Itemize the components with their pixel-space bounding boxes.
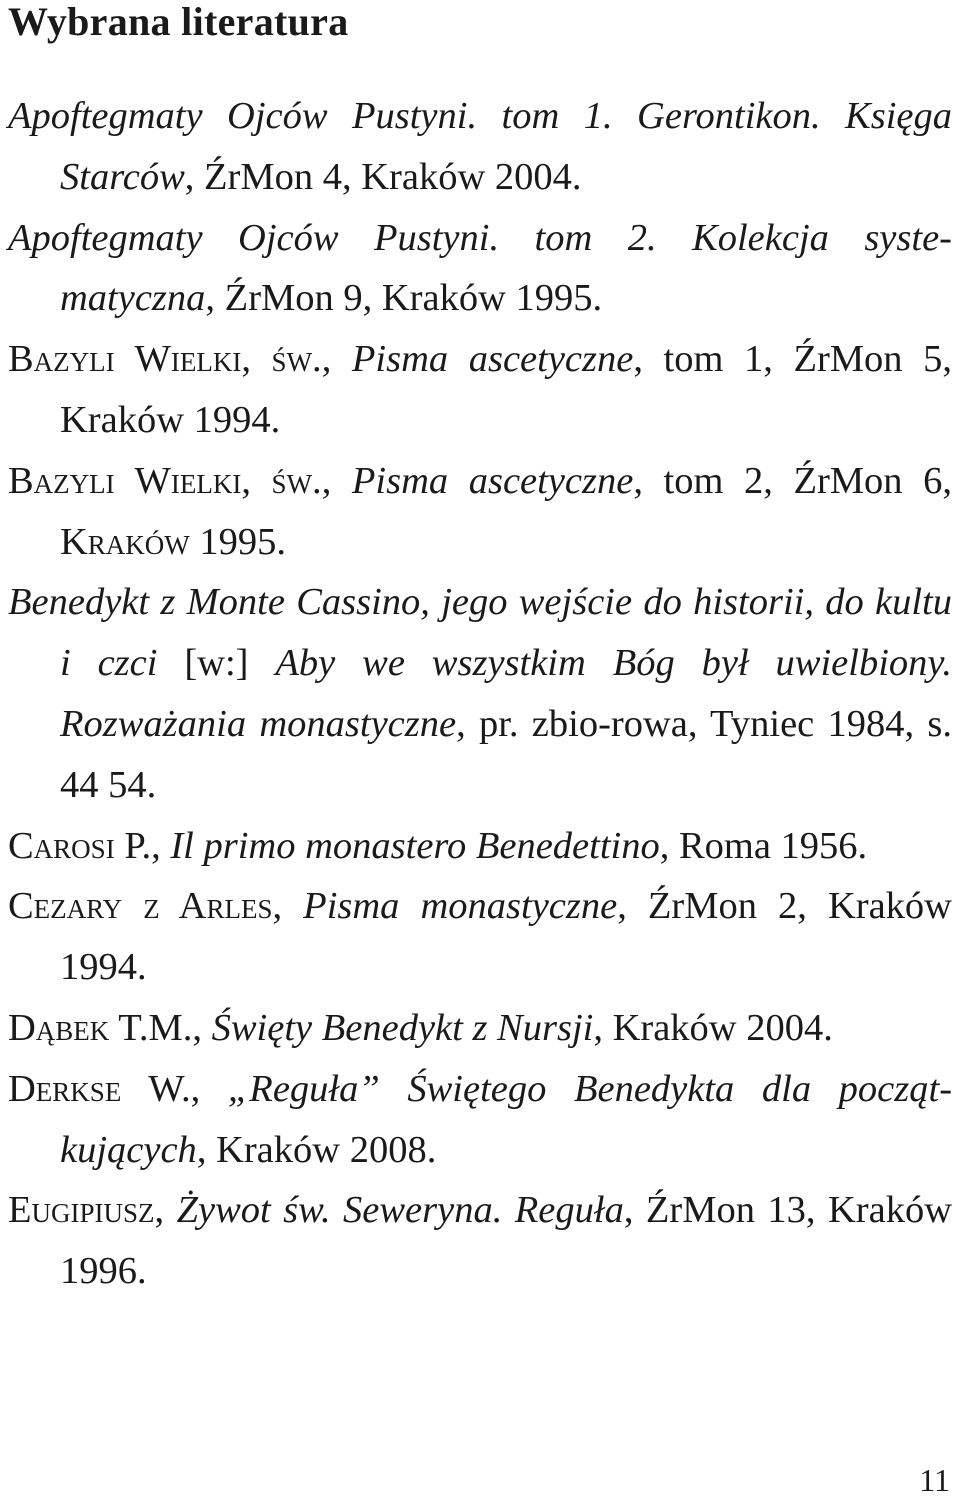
entry-publication: , tom 1, ŹrMon 5, Kraków 1994. (60, 338, 953, 441)
bibliography-entry (8, 998, 952, 1059)
entry-author: Eugipiusz (8, 1189, 155, 1232)
entry-title: Apoftegmaty Ojców Pustyni. tom 2. Kolekcja syste-matyczna (8, 216, 952, 320)
entry-separator: , (151, 824, 171, 867)
bibliography-list (8, 86, 952, 1302)
entry-title: Benedykt z Monte Cassino, jego wejście do historii, do kultu i czci (8, 581, 952, 685)
bibliography-entry (8, 572, 952, 815)
entry-collection-title: Aby we wszystkim Bóg był uwielbiony. Rozważania monastyczne (60, 642, 952, 745)
entry-publication: , tom 2, ŹrMon 6, (633, 459, 953, 502)
entry-publication: , ŹrMon 13, Kraków 1996. (60, 1189, 952, 1293)
bibliography-entry (8, 451, 952, 573)
section-heading: Wybrana literatura (8, 0, 349, 44)
entry-author: Derkse W. (8, 1067, 191, 1110)
bibliography-entry (8, 1059, 952, 1181)
entry-separator: , (154, 1189, 177, 1232)
bibliography-entry (8, 1180, 952, 1302)
entry-separator: , (321, 459, 352, 502)
entry-title: Pisma monastyczne (303, 885, 618, 928)
entry-publication: , Kraków 2008. (196, 1128, 437, 1171)
entry-publication: , Roma 1956. (659, 824, 868, 867)
entry-publication: , Kraków 2004. (593, 1006, 833, 1049)
entry-author: Bazyli Wielki, św. (8, 338, 322, 381)
entry-separator: , (321, 338, 352, 381)
entry-connector: [w:] (157, 642, 276, 685)
entry-separator: , (192, 1006, 212, 1049)
entry-author: Cezary z Arles (8, 885, 273, 928)
bibliography-entry (8, 876, 952, 998)
entry-publication: , pr. zbio-rowa, Tyniec 1984, s. 44 54. (60, 702, 952, 806)
entry-title: Pisma ascetyczne (351, 338, 634, 381)
entry-title: Żywot św. Seweryna. Reguła (176, 1189, 624, 1232)
entry-publication: , ŹrMon 4, Kraków 2004. (184, 155, 582, 198)
entry-year: 1995. (189, 520, 287, 563)
entry-place: Kraków (60, 520, 190, 563)
entry-author: Carosi P. (8, 824, 152, 867)
entry-author: Dąbek T.M. (8, 1006, 193, 1049)
entry-title: Pisma ascetyczne (351, 459, 634, 502)
bibliography-entry (8, 816, 952, 877)
entry-separator: , (190, 1067, 228, 1110)
entry-title: „Reguła” Świętego Benedykta dla począt-kujących (60, 1067, 953, 1171)
entry-publication: , ŹrMon 9, Kraków 1995. (205, 277, 603, 320)
entry-title: Apoftegmaty Ojców Pustyni. tom 1. Gerontikon. Księga Starców (8, 95, 952, 198)
entry-title: Il primo monastero Benedettino (170, 824, 660, 867)
bibliography-entry (8, 86, 952, 208)
entry-separator: , (272, 885, 304, 928)
bibliography-entry (8, 208, 952, 330)
page-number: 11 (919, 1462, 950, 1498)
bibliography-entry (8, 329, 952, 451)
entry-title: Święty Benedykt z Nursji (211, 1006, 594, 1049)
entry-publication: , ŹrMon 2, Kraków 1994. (60, 885, 952, 989)
entry-author: Bazyli Wielki, św. (8, 459, 322, 502)
